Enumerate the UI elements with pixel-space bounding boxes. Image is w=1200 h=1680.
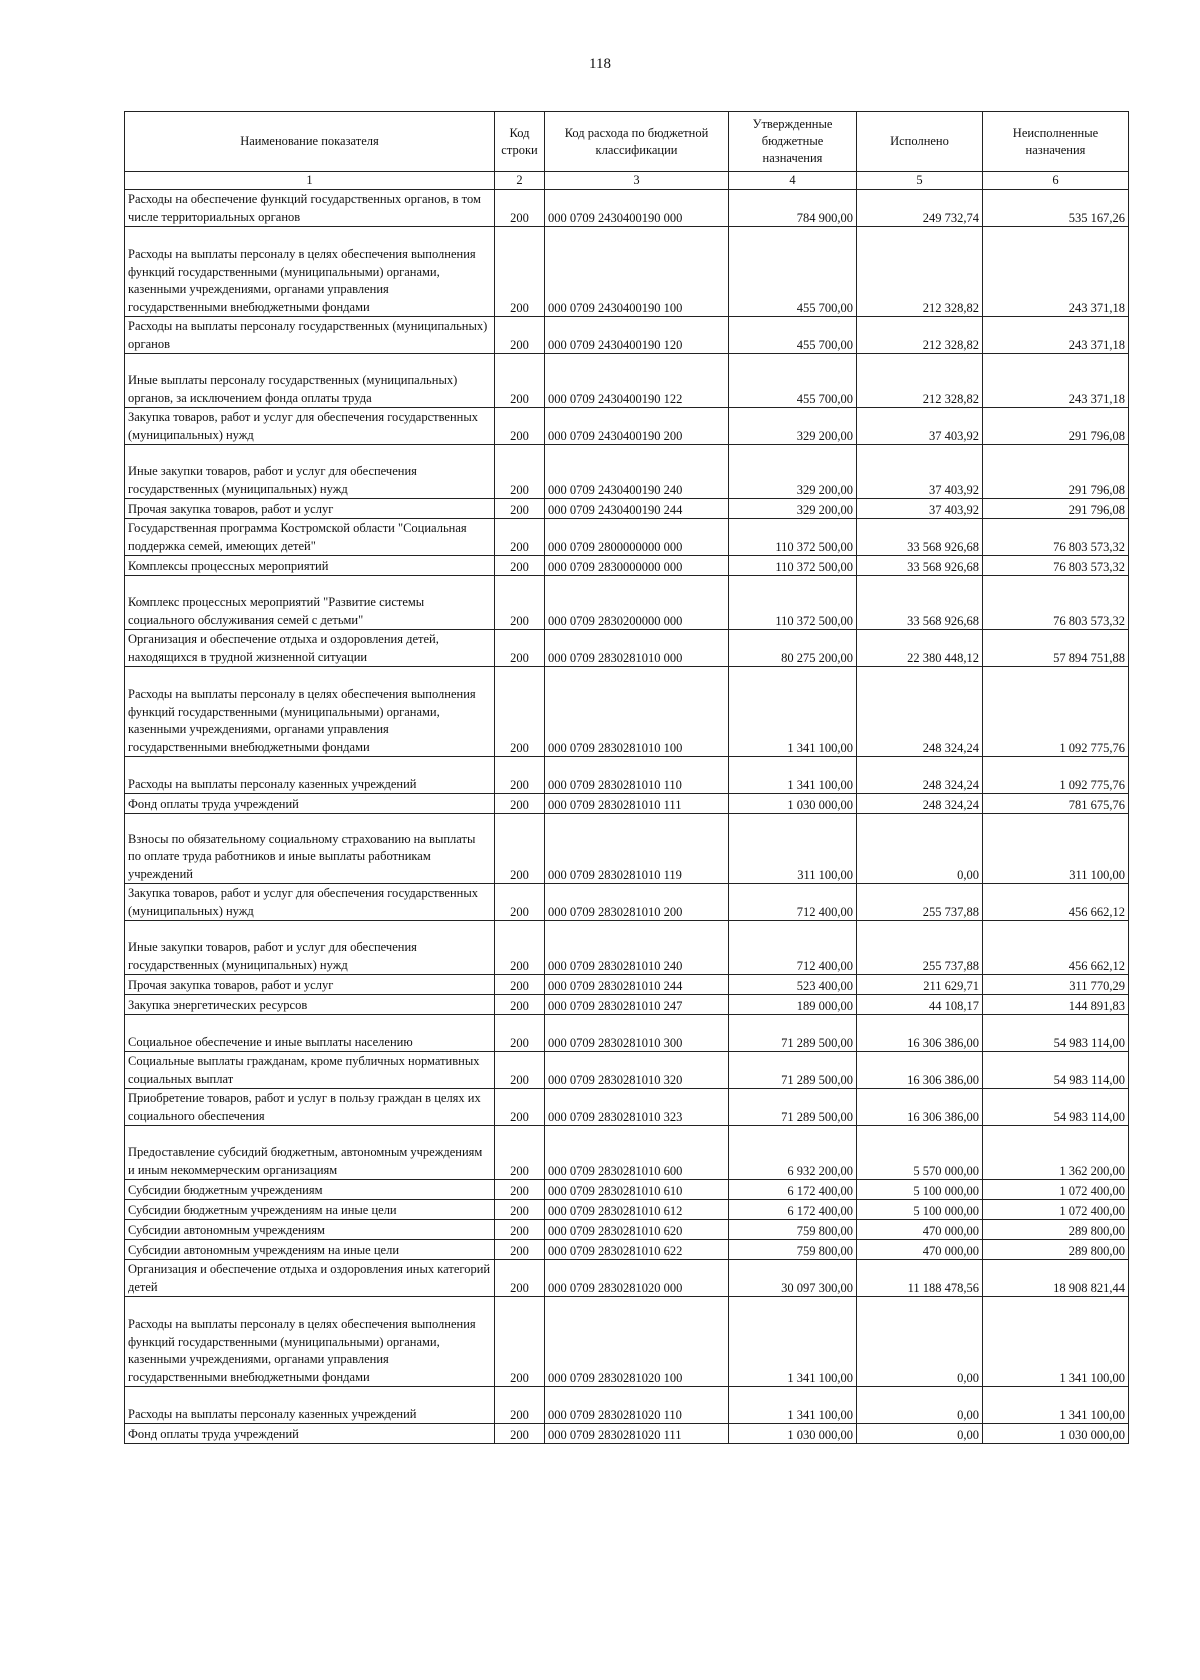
table-row: [125, 408, 1129, 445]
row-classification-code: 000 0709 2430400190 120: [545, 317, 729, 354]
row-classification-code: 000 0709 2830281010 119: [545, 814, 729, 884]
column-index: 1: [125, 172, 495, 190]
row-indicator-name: Расходы на выплаты персоналу в целях обеспечения выполнения функций государственными (муниципальными) органами, казенными учреждениями, органами управления государственными внебюджетными фондами: [125, 227, 495, 317]
row-classification-code: 000 0709 2830281010 244: [545, 975, 729, 995]
row-classification-code: 000 0709 2830281010 000: [545, 630, 729, 667]
header-unexecuted-appropriations: Неисполненные назначения: [983, 112, 1129, 172]
row-classification-code: 000 0709 2830281010 323: [545, 1089, 729, 1126]
row-indicator-name: Предоставление субсидий бюджетным, автономным учреждениям и иным некоммерческим организациям: [125, 1126, 495, 1180]
table-row: [125, 814, 1129, 884]
row-approved-amount: 784 900,00: [729, 190, 857, 227]
row-unexecuted-amount: 54 983 114,00: [983, 1052, 1129, 1089]
row-line-code: 200: [495, 408, 545, 445]
row-line-code: 200: [495, 354, 545, 408]
table-row: [125, 1052, 1129, 1089]
table-row: [125, 1260, 1129, 1297]
table-row: [125, 1424, 1129, 1444]
table-row: [125, 1200, 1129, 1220]
row-executed-amount: 16 306 386,00: [857, 1052, 983, 1089]
row-line-code: 200: [495, 884, 545, 921]
row-approved-amount: 712 400,00: [729, 884, 857, 921]
row-indicator-name: Расходы на выплаты персоналу в целях обеспечения выполнения функций государственными (муниципальными) органами, казенными учреждениями, органами управления государственными внебюджетными фондами: [125, 1297, 495, 1387]
row-executed-amount: 16 306 386,00: [857, 1015, 983, 1052]
row-unexecuted-amount: 289 800,00: [983, 1220, 1129, 1240]
row-classification-code: 000 0709 2430400190 240: [545, 445, 729, 499]
row-indicator-name: Расходы на выплаты персоналу в целях обеспечения выполнения функций государственными (муниципальными) органами, казенными учреждениями, органами управления государственными внебюджетными фондами: [125, 667, 495, 757]
row-executed-amount: 470 000,00: [857, 1240, 983, 1260]
row-unexecuted-amount: 311 770,29: [983, 975, 1129, 995]
row-classification-code: 000 0709 2830281010 240: [545, 921, 729, 975]
row-classification-code: 000 0709 2830281010 610: [545, 1180, 729, 1200]
row-indicator-name: Взносы по обязательному социальному страхованию на выплаты по оплате труда работников и иные выплаты работникам учреждений: [125, 814, 495, 884]
row-executed-amount: 249 732,74: [857, 190, 983, 227]
row-classification-code: 000 0709 2830281010 110: [545, 757, 729, 794]
row-approved-amount: 523 400,00: [729, 975, 857, 995]
header-executed: Исполнено: [857, 112, 983, 172]
row-executed-amount: 11 188 478,56: [857, 1260, 983, 1297]
row-unexecuted-amount: 243 371,18: [983, 227, 1129, 317]
row-unexecuted-amount: 57 894 751,88: [983, 630, 1129, 667]
row-classification-code: 000 0709 2830281010 100: [545, 667, 729, 757]
row-indicator-name: Комплексы процессных мероприятий: [125, 556, 495, 576]
row-line-code: 200: [495, 1200, 545, 1220]
row-line-code: 200: [495, 519, 545, 556]
table-row: [125, 884, 1129, 921]
row-classification-code: 000 0709 2430400190 122: [545, 354, 729, 408]
row-classification-code: 000 0709 2830281020 000: [545, 1260, 729, 1297]
column-index: 3: [545, 172, 729, 190]
table-row: [125, 227, 1129, 317]
table-header-row: [125, 112, 1129, 172]
row-approved-amount: 1 341 100,00: [729, 1297, 857, 1387]
header-line-code: Код строки: [495, 112, 545, 172]
row-indicator-name: Социальное обеспечение и иные выплаты населению: [125, 1015, 495, 1052]
row-executed-amount: 44 108,17: [857, 995, 983, 1015]
table-row: [125, 499, 1129, 519]
row-executed-amount: 255 737,88: [857, 884, 983, 921]
row-executed-amount: 0,00: [857, 1387, 983, 1424]
row-approved-amount: 311 100,00: [729, 814, 857, 884]
row-unexecuted-amount: 535 167,26: [983, 190, 1129, 227]
row-unexecuted-amount: 243 371,18: [983, 317, 1129, 354]
row-indicator-name: Прочая закупка товаров, работ и услуг: [125, 499, 495, 519]
row-unexecuted-amount: 289 800,00: [983, 1240, 1129, 1260]
row-approved-amount: 759 800,00: [729, 1240, 857, 1260]
row-indicator-name: Субсидии автономным учреждениям на иные цели: [125, 1240, 495, 1260]
row-line-code: 200: [495, 317, 545, 354]
row-unexecuted-amount: 76 803 573,32: [983, 556, 1129, 576]
row-line-code: 200: [495, 445, 545, 499]
row-executed-amount: 212 328,82: [857, 227, 983, 317]
row-classification-code: 000 0709 2830281010 620: [545, 1220, 729, 1240]
row-line-code: 200: [495, 757, 545, 794]
row-unexecuted-amount: 1 030 000,00: [983, 1424, 1129, 1444]
table-body: [125, 190, 1129, 1444]
row-indicator-name: Организация и обеспечение отдыха и оздоровления детей, находящихся в трудной жизненной ситуации: [125, 630, 495, 667]
row-indicator-name: Социальные выплаты гражданам, кроме публичных нормативных социальных выплат: [125, 1052, 495, 1089]
table-row: [125, 1015, 1129, 1052]
row-executed-amount: 470 000,00: [857, 1220, 983, 1240]
row-indicator-name: Расходы на выплаты персоналу казенных учреждений: [125, 757, 495, 794]
row-indicator-name: Иные закупки товаров, работ и услуг для обеспечения государственных (муниципальных) нужд: [125, 445, 495, 499]
row-line-code: 200: [495, 921, 545, 975]
row-approved-amount: 80 275 200,00: [729, 630, 857, 667]
column-index: 6: [983, 172, 1129, 190]
row-line-code: 200: [495, 667, 545, 757]
row-approved-amount: 1 341 100,00: [729, 757, 857, 794]
row-unexecuted-amount: 1 072 400,00: [983, 1180, 1129, 1200]
row-approved-amount: 1 341 100,00: [729, 667, 857, 757]
row-line-code: 200: [495, 1424, 545, 1444]
row-approved-amount: 759 800,00: [729, 1220, 857, 1240]
row-executed-amount: 37 403,92: [857, 499, 983, 519]
row-classification-code: 000 0709 2830281020 111: [545, 1424, 729, 1444]
row-unexecuted-amount: 1 072 400,00: [983, 1200, 1129, 1220]
row-classification-code: 000 0709 2830281010 622: [545, 1240, 729, 1260]
table-row: [125, 630, 1129, 667]
row-indicator-name: Субсидии автономным учреждениям: [125, 1220, 495, 1240]
row-unexecuted-amount: 1 341 100,00: [983, 1387, 1129, 1424]
row-line-code: 200: [495, 975, 545, 995]
row-approved-amount: 455 700,00: [729, 227, 857, 317]
row-executed-amount: 33 568 926,68: [857, 576, 983, 630]
row-executed-amount: 248 324,24: [857, 667, 983, 757]
row-indicator-name: Прочая закупка товаров, работ и услуг: [125, 975, 495, 995]
row-line-code: 200: [495, 190, 545, 227]
column-index-row: [125, 172, 1129, 190]
row-line-code: 200: [495, 814, 545, 884]
row-classification-code: 000 0709 2830281010 200: [545, 884, 729, 921]
table-row: [125, 1220, 1129, 1240]
row-approved-amount: 110 372 500,00: [729, 519, 857, 556]
table-row: [125, 794, 1129, 814]
row-approved-amount: 110 372 500,00: [729, 576, 857, 630]
table-row: [125, 317, 1129, 354]
row-unexecuted-amount: 18 908 821,44: [983, 1260, 1129, 1297]
row-line-code: 200: [495, 576, 545, 630]
row-unexecuted-amount: 144 891,83: [983, 995, 1129, 1015]
row-approved-amount: 712 400,00: [729, 921, 857, 975]
row-unexecuted-amount: 456 662,12: [983, 921, 1129, 975]
row-classification-code: 000 0709 2830200000 000: [545, 576, 729, 630]
row-indicator-name: Субсидии бюджетным учреждениям: [125, 1180, 495, 1200]
row-unexecuted-amount: 1 362 200,00: [983, 1126, 1129, 1180]
row-approved-amount: 1 030 000,00: [729, 794, 857, 814]
row-line-code: 200: [495, 1126, 545, 1180]
table-row: [125, 445, 1129, 499]
row-line-code: 200: [495, 556, 545, 576]
row-classification-code: 000 0709 2430400190 244: [545, 499, 729, 519]
row-executed-amount: 248 324,24: [857, 757, 983, 794]
row-unexecuted-amount: 243 371,18: [983, 354, 1129, 408]
column-index: 4: [729, 172, 857, 190]
row-unexecuted-amount: 311 100,00: [983, 814, 1129, 884]
row-indicator-name: Субсидии бюджетным учреждениям на иные цели: [125, 1200, 495, 1220]
row-approved-amount: 71 289 500,00: [729, 1015, 857, 1052]
row-classification-code: 000 0709 2830000000 000: [545, 556, 729, 576]
row-unexecuted-amount: 291 796,08: [983, 445, 1129, 499]
budget-execution-table: [124, 111, 1129, 1444]
table-row: [125, 1180, 1129, 1200]
row-unexecuted-amount: 456 662,12: [983, 884, 1129, 921]
row-line-code: 200: [495, 1260, 545, 1297]
table-row: [125, 995, 1129, 1015]
column-index: 5: [857, 172, 983, 190]
table-row: [125, 576, 1129, 630]
row-line-code: 200: [495, 1180, 545, 1200]
row-unexecuted-amount: 1 092 775,76: [983, 667, 1129, 757]
row-line-code: 200: [495, 995, 545, 1015]
row-indicator-name: Государственная программа Костромской области "Социальная поддержка семей, имеющих детей": [125, 519, 495, 556]
table-row: [125, 354, 1129, 408]
row-classification-code: 000 0709 2830281010 247: [545, 995, 729, 1015]
row-unexecuted-amount: 1 092 775,76: [983, 757, 1129, 794]
row-indicator-name: Организация и обеспечение отдыха и оздоровления иных категорий детей: [125, 1260, 495, 1297]
row-executed-amount: 16 306 386,00: [857, 1089, 983, 1126]
row-line-code: 200: [495, 1297, 545, 1387]
table-row: [125, 921, 1129, 975]
row-indicator-name: Закупка товаров, работ и услуг для обеспечения государственных (муниципальных) нужд: [125, 884, 495, 921]
row-indicator-name: Расходы на выплаты персоналу государственных (муниципальных) органов: [125, 317, 495, 354]
row-approved-amount: 1 341 100,00: [729, 1387, 857, 1424]
header-budget-classification-code: Код расхода по бюджетной классификации: [545, 112, 729, 172]
row-executed-amount: 5 100 000,00: [857, 1200, 983, 1220]
table-row: [125, 519, 1129, 556]
row-line-code: 200: [495, 1015, 545, 1052]
row-line-code: 200: [495, 227, 545, 317]
row-line-code: 200: [495, 794, 545, 814]
row-line-code: 200: [495, 1240, 545, 1260]
row-unexecuted-amount: 291 796,08: [983, 408, 1129, 445]
row-classification-code: 000 0709 2830281010 612: [545, 1200, 729, 1220]
row-approved-amount: 455 700,00: [729, 354, 857, 408]
row-classification-code: 000 0709 2430400190 100: [545, 227, 729, 317]
row-approved-amount: 189 000,00: [729, 995, 857, 1015]
row-classification-code: 000 0709 2430400190 000: [545, 190, 729, 227]
row-indicator-name: Фонд оплаты труда учреждений: [125, 794, 495, 814]
row-line-code: 200: [495, 1387, 545, 1424]
row-executed-amount: 248 324,24: [857, 794, 983, 814]
table-row: [125, 190, 1129, 227]
row-executed-amount: 37 403,92: [857, 445, 983, 499]
table-row: [125, 1089, 1129, 1126]
row-indicator-name: Иные выплаты персоналу государственных (муниципальных) органов, за исключением фонда оплаты труда: [125, 354, 495, 408]
table-row: [125, 1126, 1129, 1180]
row-executed-amount: 33 568 926,68: [857, 519, 983, 556]
row-executed-amount: 0,00: [857, 1424, 983, 1444]
page-number: 118: [589, 56, 611, 72]
row-approved-amount: 71 289 500,00: [729, 1052, 857, 1089]
row-indicator-name: Расходы на выплаты персоналу казенных учреждений: [125, 1387, 495, 1424]
row-unexecuted-amount: 291 796,08: [983, 499, 1129, 519]
header-approved-appropriations: Утвержденные бюджетные назначения: [729, 112, 857, 172]
row-classification-code: 000 0709 2800000000 000: [545, 519, 729, 556]
table-row: [125, 975, 1129, 995]
table-row: [125, 1387, 1129, 1424]
row-line-code: 200: [495, 1089, 545, 1126]
row-line-code: 200: [495, 499, 545, 519]
row-unexecuted-amount: 54 983 114,00: [983, 1089, 1129, 1126]
row-approved-amount: 329 200,00: [729, 499, 857, 519]
table-row: [125, 757, 1129, 794]
row-indicator-name: Расходы на обеспечение функций государственных органов, в том числе территориальных органов: [125, 190, 495, 227]
row-executed-amount: 211 629,71: [857, 975, 983, 995]
row-unexecuted-amount: 54 983 114,00: [983, 1015, 1129, 1052]
row-approved-amount: 6 172 400,00: [729, 1180, 857, 1200]
row-executed-amount: 5 100 000,00: [857, 1180, 983, 1200]
row-indicator-name: Иные закупки товаров, работ и услуг для обеспечения государственных (муниципальных) нужд: [125, 921, 495, 975]
row-approved-amount: 455 700,00: [729, 317, 857, 354]
row-executed-amount: 0,00: [857, 1297, 983, 1387]
row-executed-amount: 5 570 000,00: [857, 1126, 983, 1180]
row-unexecuted-amount: 781 675,76: [983, 794, 1129, 814]
table-row: [125, 1297, 1129, 1387]
row-executed-amount: 33 568 926,68: [857, 556, 983, 576]
row-classification-code: 000 0709 2830281010 300: [545, 1015, 729, 1052]
row-executed-amount: 255 737,88: [857, 921, 983, 975]
row-indicator-name: Комплекс процессных мероприятий "Развитие системы социального обслуживания семей с детьми": [125, 576, 495, 630]
row-indicator-name: Закупка товаров, работ и услуг для обеспечения государственных (муниципальных) нужд: [125, 408, 495, 445]
row-classification-code: 000 0709 2830281010 320: [545, 1052, 729, 1089]
row-classification-code: 000 0709 2830281020 100: [545, 1297, 729, 1387]
row-executed-amount: 37 403,92: [857, 408, 983, 445]
row-approved-amount: 1 030 000,00: [729, 1424, 857, 1444]
table-row: [125, 1240, 1129, 1260]
row-approved-amount: 6 172 400,00: [729, 1200, 857, 1220]
row-line-code: 200: [495, 1052, 545, 1089]
row-executed-amount: 212 328,82: [857, 317, 983, 354]
row-approved-amount: 71 289 500,00: [729, 1089, 857, 1126]
row-unexecuted-amount: 76 803 573,32: [983, 519, 1129, 556]
row-classification-code: 000 0709 2830281010 111: [545, 794, 729, 814]
row-approved-amount: 110 372 500,00: [729, 556, 857, 576]
row-indicator-name: Закупка энергетических ресурсов: [125, 995, 495, 1015]
row-indicator-name: Фонд оплаты труда учреждений: [125, 1424, 495, 1444]
row-line-code: 200: [495, 1220, 545, 1240]
row-approved-amount: 6 932 200,00: [729, 1126, 857, 1180]
row-indicator-name: Приобретение товаров, работ и услуг в пользу граждан в целях их социального обеспечения: [125, 1089, 495, 1126]
row-line-code: 200: [495, 630, 545, 667]
row-classification-code: 000 0709 2430400190 200: [545, 408, 729, 445]
table-row: [125, 556, 1129, 576]
row-approved-amount: 30 097 300,00: [729, 1260, 857, 1297]
row-executed-amount: 212 328,82: [857, 354, 983, 408]
table-row: [125, 667, 1129, 757]
row-executed-amount: 22 380 448,12: [857, 630, 983, 667]
row-executed-amount: 0,00: [857, 814, 983, 884]
row-approved-amount: 329 200,00: [729, 408, 857, 445]
row-approved-amount: 329 200,00: [729, 445, 857, 499]
header-indicator-name: Наименование показателя: [125, 112, 495, 172]
row-unexecuted-amount: 76 803 573,32: [983, 576, 1129, 630]
row-classification-code: 000 0709 2830281010 600: [545, 1126, 729, 1180]
row-classification-code: 000 0709 2830281020 110: [545, 1387, 729, 1424]
row-unexecuted-amount: 1 341 100,00: [983, 1297, 1129, 1387]
column-index: 2: [495, 172, 545, 190]
